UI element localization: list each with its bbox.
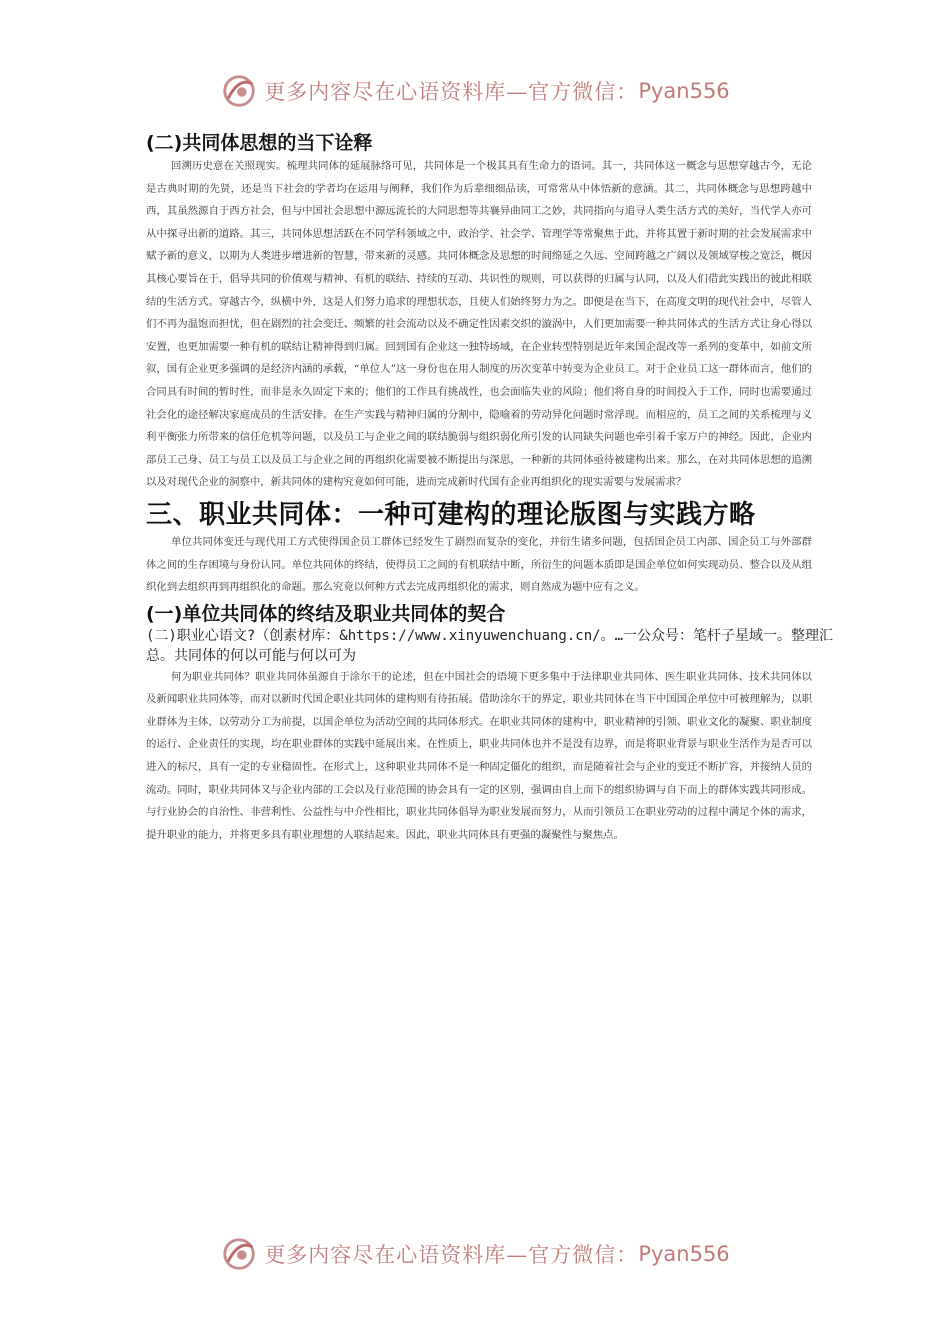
watermarked-subheading-line: (二)职业心语文?（创素材库：&https://www.xinyuwenchuang.cn/。…一公众号：笔杆子星域一。整理汇总。共同体的何以可能与何以可为 bbox=[146, 627, 834, 664]
paragraph-community-thought: 回溯历史意在关照现实。梳理共同体的延展脉络可见，共同体是一个极其具有生命力的语词。其一，共同体这一概念与思想穿越古今，无论是古典时期的先贤，还是当下社会的学者均在运用与阐释，我们作为后辈细细品读，可常常从中体悟新的意涵。其二，共同体概念与思想跨越中西，其虽然源自于西方社会，但与中国社会思想中源远流长的大同思想等共襄异曲同工之妙，共同指向与追寻人类生活方式的美好，当代学人亦可从中探寻出新的道路。其三，共同体思想活跃在不同学科领域之中，政治学、社会学、管理学等常聚焦于此，并将其置于新时期的社会发展需求中赋予新的意义，以期为人类进步增进新的智慧，带来新的灵感。共同体概念及思想的时间绵延之久远、空间跨越之广阔以及领域穿梭之宽泛，概因其核心要旨在于，倡导共同的价值观与精神、有机的联结、持续的互动、共识性的规则，可以获得的归属与认同，以及人们借此实践出的彼此相联结的生活方式。穿越古今，纵横中外，这是人们努力追求的理想状态，且使人们始终努力为之。即便是在当下，在高度文明的现代社会中，尽管人们不再为温饱而担忧，但在剧烈的社会变迁、频繁的社会流动以及不确定性因素交织的漩涡中，人们更加需要一种共同体式的生活方式让身心得以安置，也更加需要一种有机的联结让精神得到归属。回到国有企业这一独特场域，在企业转型特别是近年来国企混改等一系列的变革中，如前文所叙，国有企业更多强调的是经济内涵的承载，“单位人”这一身份也在用人制度的历次变革中转变为企业员工。对于企业员工这一群体而言，他们的合同具有时间的暂时性，而非是永久固定下来的；他们的工作具有挑战性，也会面临失业的风险；他们将自身的时间投入于工作，同时也需要通过社会化的途径解决家庭成员的生活安排。在生产实践与精神归属的分割中，隐喻着的劳动异化问题时常浮现。而相应的，员工之间的关系梳理与义利平衡张力所带来的信任危机等问题，以及员工与企业之间的联结脆弱与组织弱化所引发的认同缺失问题也牵引着千家万户的神经。因此，企业内部员工己身、员工与员工以及员工与企业之间的再组织化需要被不断提出与深思，一种新的共同体亟待被建构出来。那么，在对共同体思想的追溯以及对现代企业的洞察中，新共同体的建构究竟如何可能，进而完成新时代国有企业再组织化的现实需要与发展需求？ bbox=[146, 160, 812, 489]
banner-wechat-id: Pyan556 bbox=[638, 1242, 730, 1266]
subheading-unit-community-end: (一)单位共同体的终结及职业共同体的契合 bbox=[146, 602, 506, 625]
header-watermark-banner bbox=[0, 66, 950, 116]
brand-logo-icon bbox=[220, 72, 258, 110]
brand-logo-icon bbox=[220, 1235, 258, 1273]
subheading-current-interpretation: (二)共同体思想的当下诠释 bbox=[146, 132, 373, 154]
banner-wechat-id: Pyan556 bbox=[638, 79, 730, 103]
document-body bbox=[146, 128, 834, 846]
footer-watermark-banner bbox=[0, 1229, 950, 1279]
paragraph-unit-community-change: 单位共同体变迁与现代用工方式使得国企员工群体已经发生了剧烈而复杂的变化，并衍生诸多问题，包括国企员工内部、国企员工与外部群体之间的生存困境与身份认同。单位共同体的终结，使得员工之间的有机联结中断，所衍生的问题本质即是国企单位如何实现动员、整合以及从组织化到去组织再到再组织化的命题。那么究竟以何种方式去完成再组织化的需求，则自然成为题中应有之义。 bbox=[146, 535, 812, 594]
banner-text: 更多内容尽在心语资料库—官方微信： bbox=[264, 1243, 639, 1267]
banner-text: 更多内容尽在心语资料库—官方微信： bbox=[264, 80, 639, 104]
section-title-occupational-community: 三、职业共同体：一种可建构的理论版图与实践方略 bbox=[146, 499, 756, 530]
paragraph-what-is-occupational-community: 何为职业共同体？职业共同体虽源自于涂尔干的论述，但在中国社会的语境下更多集中于法律职业共同体、医生职业共同体、技术共同体以及新闻职业共同体等，而对以新时代国企职业共同体的建构则有待拓展。借助涂尔干的界定，职业共同体在当下中国国企单位中可被理解为，以职业群体为主体，以劳动分工为前提，以国企单位为活动空间的共同体形式。在职业共同体的建构中，职业精神的引领、职业文化的凝聚、职业制度的运行、企业责任的实现，均在职业群体的实践中延展出来。在性质上，职业共同体也并不是没有边界，而是将职业背景与职业生活作为是否可以进入的标尺，具有一定的专业稳固性。在形式上，这种职业共同体不是一种固定僵化的组织，而是随着社会与企业的变迁不断扩容，并接纳人员的流动。同时，职业共同体又与企业内部的工会以及行业范围的协会具有一定的区别，强调由自上而下的组织协调与自下而上的群体实践共同形成。与行业协会的自治性、非营利性、公益性与中介性相比，职业共同体倡导为职业发展而努力，从而引领员工在职业劳动的过程中满足个体的需求，提升职业的能力，并将更多具有职业理想的人联结起来。因此，职业共同体具有更强的凝聚性与聚焦点。 bbox=[146, 670, 812, 841]
